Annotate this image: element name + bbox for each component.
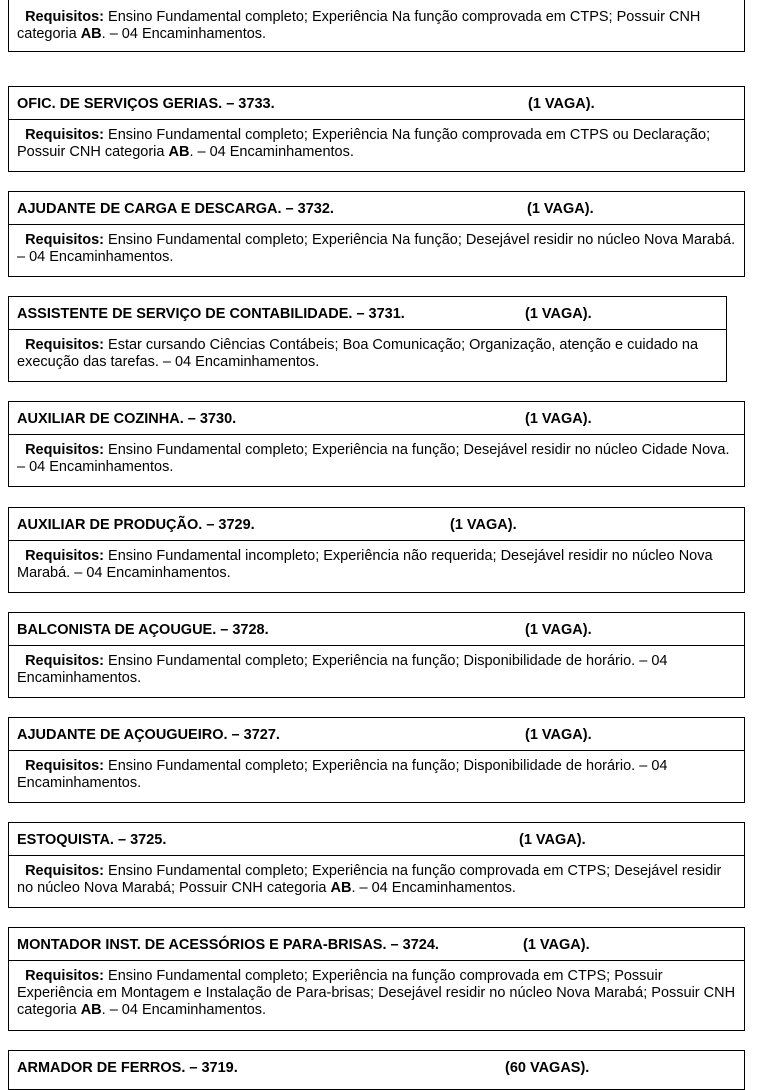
job-title: ARMADOR DE FERROS. – 3719. xyxy=(17,1060,238,1076)
job-vacancies: (1 VAGA). xyxy=(525,622,592,638)
requirements-text: Requisitos: Estar cursando Ciências Contábeis; Boa Comunicação; Organização, atenção e cuidado na execução das tarefas. – 04 Encaminhamentos. xyxy=(17,337,699,370)
job-title: BALCONISTA DE AÇOUGUE. – 3728. xyxy=(17,622,269,638)
job-header xyxy=(9,508,744,541)
job-header xyxy=(9,402,744,435)
job-vacancies: (1 VAGA). xyxy=(528,96,595,112)
job-vacancies: (1 VAGA). xyxy=(525,306,592,322)
job-header xyxy=(9,718,744,751)
requirements-label: Requisitos: xyxy=(25,337,105,353)
requirements-text: Requisitos: Ensino Fundamental completo; Experiência na função; Disponibilidade de horário. – 04 Encaminhamentos. xyxy=(17,653,668,686)
job-card xyxy=(8,296,727,382)
job-card xyxy=(8,191,745,277)
requirements-label: Requisitos: xyxy=(25,548,105,564)
job-vacancies: (60 VAGAS). xyxy=(505,1060,590,1076)
requirements-text: Requisitos: Ensino Fundamental completo; Experiência Na função comprovada em CTPS ou Declaração; Possuir CNH categoria AB. – 04 Encaminhamentos. xyxy=(17,127,711,160)
job-title: AJUDANTE DE AÇOUGUEIRO. – 3727. xyxy=(17,727,280,743)
job-card xyxy=(8,86,745,172)
requirements-text: Requisitos: Ensino Fundamental incompleto; Experiência não requerida; Desejável residir no núcleo Nova Marabá. – 04 Encaminhamentos. xyxy=(17,548,713,581)
requirements-text: Requisitos: Ensino Fundamental completo; Experiência na função; Disponibilidade de horário. – 04 Encaminhamentos. xyxy=(17,758,668,791)
requirements-label: Requisitos: xyxy=(25,863,105,879)
job-vacancies: (1 VAGA). xyxy=(525,727,592,743)
job-title: AUXILIAR DE COZINHA. – 3730. xyxy=(17,411,237,427)
job-card xyxy=(8,1050,745,1090)
requirements-text: Requisitos: Ensino Fundamental completo; Experiência na função comprovada em CTPS; Possuir Experiência em Montagem e Instalação de Para-brisas; Desejável residir no núcleo Nova Marabá; Possuir CNH categoria AB. – 04 Encaminhamentos. xyxy=(17,968,736,1018)
job-vacancies: (1 VAGA). xyxy=(523,937,590,953)
requirements-text: Requisitos: Ensino Fundamental completo; Experiência Na função; Desejável residir no núcleo Nova Marabá. – 04 Encaminhamentos. xyxy=(17,232,736,265)
job-vacancies: (1 VAGA). xyxy=(525,411,592,427)
job-card xyxy=(8,401,745,487)
requirements-label: Requisitos: xyxy=(25,442,105,458)
job-card-partial xyxy=(8,0,745,52)
requirements-label: Requisitos: xyxy=(25,758,105,774)
requirements-label: Requisitos: xyxy=(25,653,105,669)
requirements-label: Requisitos: xyxy=(25,127,105,143)
job-header xyxy=(9,928,744,961)
job-header xyxy=(9,613,744,646)
job-title: ESTOQUISTA. – 3725. xyxy=(17,832,167,848)
requirements-text: Requisitos: Ensino Fundamental completo; Experiência na função; Desejável residir no núcleo Cidade Nova. – 04 Encaminhamentos. xyxy=(17,442,730,475)
job-card xyxy=(8,612,745,698)
requirements-text: Requisitos: Ensino Fundamental completo; Experiência na função comprovada em CTPS; Desejável residir no núcleo Nova Marabá; Possuir CNH categoria AB. – 04 Encaminhamentos. xyxy=(17,863,722,896)
requirements-label: Requisitos: xyxy=(25,9,105,25)
requirements-text: Requisitos: Ensino Fundamental completo; Experiência Na função comprovada em CTPS; Possuir CNH categoria AB. – 04 Encaminhamentos. xyxy=(17,9,701,42)
job-title: MONTADOR INST. DE ACESSÓRIOS E PARA-BRISAS. – 3724. xyxy=(17,937,439,953)
job-header xyxy=(9,192,744,225)
job-title: AJUDANTE DE CARGA E DESCARGA. – 3732. xyxy=(17,201,334,217)
job-header xyxy=(9,1051,744,1084)
job-header xyxy=(9,823,744,856)
job-vacancies: (1 VAGA). xyxy=(519,832,586,848)
job-title: ASSISTENTE DE SERVIÇO DE CONTABILIDADE. – 3731. xyxy=(17,306,405,322)
job-title: AUXILIAR DE PRODUÇÃO. – 3729. xyxy=(17,517,255,533)
requirements-label: Requisitos: xyxy=(25,968,105,984)
job-card xyxy=(8,507,745,593)
job-title: OFIC. DE SERVIÇOS GERIAS. – 3733. xyxy=(17,96,275,112)
requirements-label: Requisitos: xyxy=(25,232,105,248)
job-card xyxy=(8,822,745,908)
job-card xyxy=(8,717,745,803)
job-header xyxy=(9,297,726,330)
job-card xyxy=(8,927,745,1031)
job-header xyxy=(9,87,744,120)
job-vacancies: (1 VAGA). xyxy=(527,201,594,217)
job-vacancies: (1 VAGA). xyxy=(450,517,517,533)
